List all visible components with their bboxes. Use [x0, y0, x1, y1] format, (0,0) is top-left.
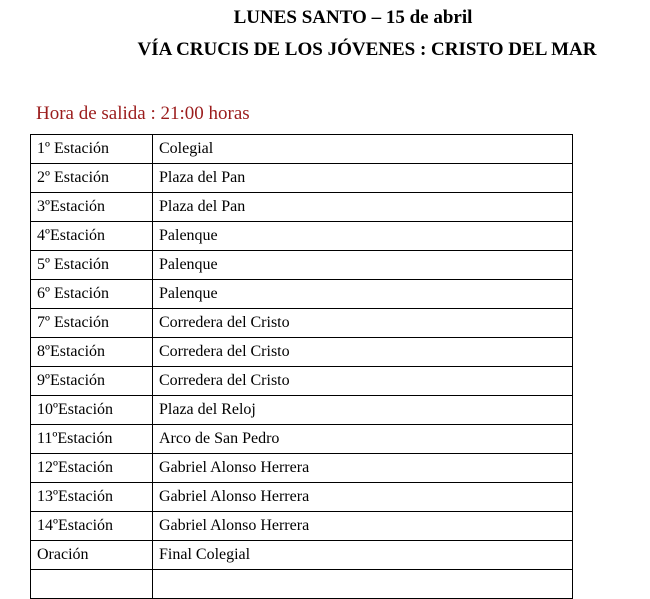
station-name-cell: 1º Estación	[31, 135, 153, 164]
table-row	[31, 367, 573, 396]
station-name-cell: 5º Estación	[31, 251, 153, 280]
stations-table-body	[31, 135, 573, 599]
table-row	[31, 251, 573, 280]
station-name-cell: 13ºEstación	[31, 483, 153, 512]
table-row	[31, 164, 573, 193]
table-row	[31, 309, 573, 338]
station-place-cell: Plaza del Pan	[153, 164, 573, 193]
station-place-cell: Plaza del Reloj	[153, 396, 573, 425]
station-name-cell: 7º Estación	[31, 309, 153, 338]
station-place-cell: Corredera del Cristo	[153, 367, 573, 396]
table-row	[31, 512, 573, 541]
departure-time: Hora de salida : 21:00 horas	[36, 103, 250, 124]
station-place-cell: Colegial	[153, 135, 573, 164]
station-name-cell: 8ºEstación	[31, 338, 153, 367]
page-title: LUNES SANTO – 15 de abril	[233, 7, 473, 28]
table-row	[31, 541, 573, 570]
station-place-cell: Corredera del Cristo	[153, 309, 573, 338]
station-place-cell: Plaza del Pan	[153, 193, 573, 222]
table-row	[31, 135, 573, 164]
table-row	[31, 454, 573, 483]
station-name-cell: Oración	[31, 541, 153, 570]
station-name-cell: 2º Estación	[31, 164, 153, 193]
station-place-cell: Gabriel Alonso Herrera	[153, 454, 573, 483]
table-row	[31, 570, 573, 599]
table-row	[31, 396, 573, 425]
station-name-cell: 6º Estación	[31, 280, 153, 309]
station-name-cell: 11ºEstación	[31, 425, 153, 454]
station-place-cell: Palenque	[153, 251, 573, 280]
table-row	[31, 193, 573, 222]
page-subtitle: VÍA CRUCIS DE LOS JÓVENES : CRISTO DEL MAR	[137, 39, 597, 60]
station-place-cell: Final Colegial	[153, 541, 573, 570]
station-name-cell: 10ºEstación	[31, 396, 153, 425]
table-row	[31, 338, 573, 367]
station-place-cell: Gabriel Alonso Herrera	[153, 512, 573, 541]
table-row	[31, 483, 573, 512]
station-place-cell: Corredera del Cristo	[153, 338, 573, 367]
station-name-cell: 14ºEstación	[31, 512, 153, 541]
station-name-cell: 9ºEstación	[31, 367, 153, 396]
station-place-cell: Palenque	[153, 222, 573, 251]
station-name-cell	[31, 570, 153, 599]
station-place-cell: Arco de San Pedro	[153, 425, 573, 454]
station-place-cell	[153, 570, 573, 599]
stations-table	[30, 134, 573, 599]
table-row	[31, 280, 573, 309]
table-row	[31, 222, 573, 251]
station-place-cell: Palenque	[153, 280, 573, 309]
station-name-cell: 12ºEstación	[31, 454, 153, 483]
station-place-cell: Gabriel Alonso Herrera	[153, 483, 573, 512]
station-name-cell: 4ºEstación	[31, 222, 153, 251]
station-name-cell: 3ºEstación	[31, 193, 153, 222]
table-row	[31, 425, 573, 454]
